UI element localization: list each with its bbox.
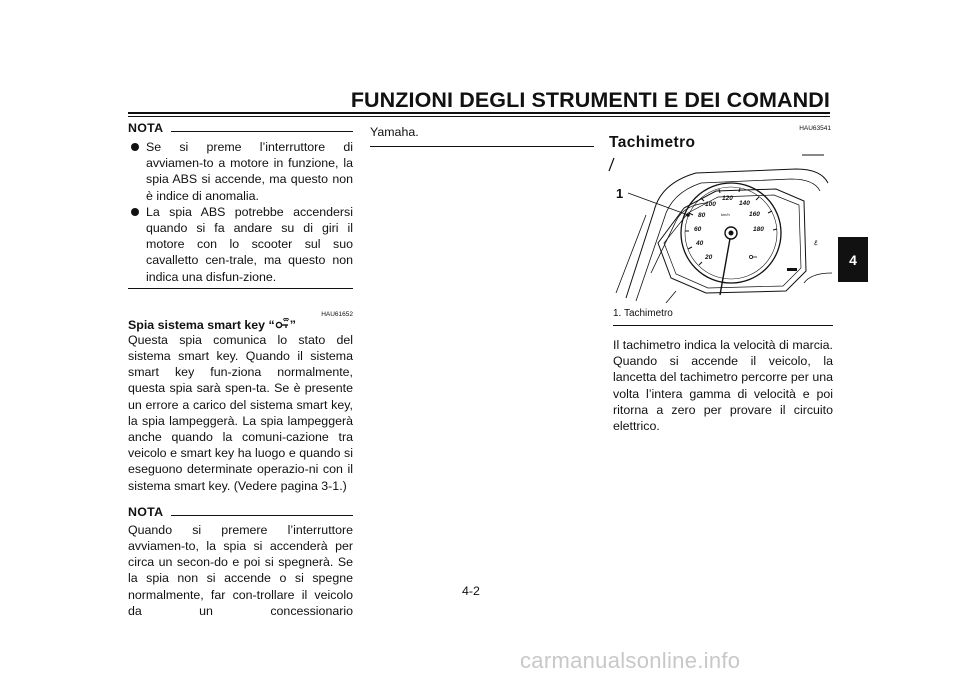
speedometer-drawing: [606, 153, 832, 303]
section-heading: Tachimetro: [609, 134, 696, 151]
header-rule-thin: [128, 116, 830, 117]
section-paragraph: Questa spia comunica lo stato del sistema smart key. Quando il sistema smart key fun-ziona normalmente, questa spia sarà spen-ta. Se è presente un errore a carico del sistema smart key, la spia lampeggerà. La spia lampeggerà anche quando la comuni-cazione tra veicolo e smart key ha luogo e quando si eseguono determinate operazio-ni con il sistema smart key. (Vedere pagina 3-1.): [128, 332, 353, 493]
chapter-header-title: FUNZIONI DEGLI STRUMENTI E DEI COMANDI: [350, 88, 830, 112]
speedometer-illustration: [606, 153, 832, 303]
nota-rule: [171, 515, 353, 516]
bullet-text: Se si preme l’interruttore di avviamen-to a motore in funzione, la spia ABS si accende, ma questo non è indice di anomalia.: [146, 140, 353, 203]
speed-label: 20: [705, 254, 713, 261]
section-code: HAU63541: [799, 125, 831, 132]
nota-header: [128, 505, 353, 519]
speed-label: 40: [696, 240, 704, 247]
nota-label: NOTA: [128, 504, 164, 519]
section-code: HAU61652: [321, 310, 353, 318]
nota-rule: [171, 131, 353, 132]
left-column: [128, 121, 353, 619]
nota-bullet: [128, 139, 353, 204]
nota-end-rule: [128, 288, 353, 289]
smart-key-icon: [275, 318, 290, 330]
continued-text: Yamaha.: [370, 125, 419, 139]
nota-label: NOTA: [128, 121, 164, 135]
speed-label: 160: [749, 211, 760, 218]
chapter-tab[interactable]: 4: [838, 237, 868, 282]
speed-label: 120: [722, 195, 733, 202]
caption-rule: [613, 325, 833, 326]
page-number: 4-2: [462, 584, 480, 598]
speed-label: 180: [753, 226, 764, 233]
figure-caption: 1. Tachimetro: [613, 308, 673, 319]
nota-end-rule: [370, 146, 594, 147]
speed-label: 140: [739, 200, 750, 207]
heading-suffix: ”: [289, 317, 296, 332]
heading-prefix: Spia sistema smart key “: [128, 317, 275, 332]
section-heading: [128, 318, 353, 332]
nota-header: [128, 121, 353, 135]
nota-bullet: [128, 204, 353, 285]
middle-column: [370, 124, 594, 147]
unit-label: km/h: [721, 212, 730, 217]
bullet-text: La spia ABS potrebbe accendersi quando si fa andare su di giri il motore con lo scooter sul suo cavalletto cen-trale, ma questo non indica una disfun-zione.: [146, 204, 353, 284]
svg-text:ℰ: ℰ: [814, 241, 818, 247]
right-column-lower: [613, 308, 833, 434]
section-paragraph: Il tachimetro indica la velocità di marcia. Quando si accende il veicolo, la lancetta del tachimetro percorre per una volta l’intera gamma di velocità e poi ritorna a zero per provare il circuito elettrico.: [613, 338, 833, 434]
speed-label: 80: [698, 212, 706, 219]
nota-paragraph: Quando si premere l’interruttore avviamen-to, la spia si accenderà per circa un secon-do e poi si spegnerà. Se la spia non si accende o si spegne normalmente, far con-trollare il veicolo da un concessionario: [128, 522, 353, 618]
callout-number: 1: [616, 186, 624, 201]
speed-label: 100: [705, 201, 716, 208]
bullet-icon: [131, 208, 139, 216]
speed-label: 60: [694, 226, 702, 233]
bullet-icon: [131, 143, 139, 151]
watermark: carmanualsonline.info: [520, 648, 741, 673]
right-column: [609, 125, 831, 152]
header-rule-thick: [128, 112, 830, 114]
